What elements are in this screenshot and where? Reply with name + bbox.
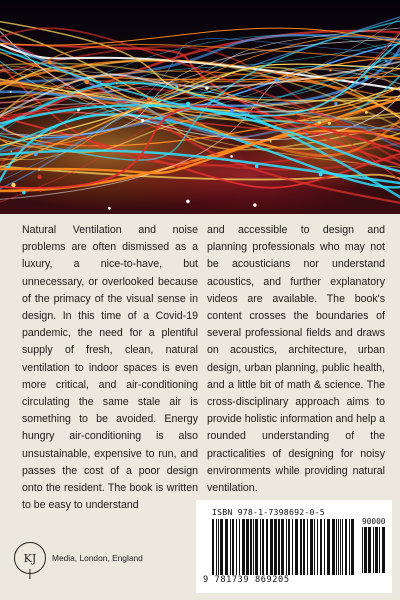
light-spot <box>73 173 74 174</box>
light-spot <box>328 122 331 125</box>
publisher-imprint <box>14 538 143 578</box>
light-spot <box>186 200 190 204</box>
light-trails-photo <box>0 0 400 214</box>
barcode-bar <box>317 519 318 575</box>
light-spot <box>334 102 337 105</box>
barcode-bar <box>332 519 335 575</box>
light-spot <box>34 152 38 156</box>
light-spot <box>85 80 89 84</box>
light-spot <box>37 107 39 109</box>
barcode-bar <box>232 519 234 575</box>
barcode-bar <box>336 519 337 575</box>
barcode-bar <box>338 519 339 575</box>
barcode-bar <box>225 519 228 575</box>
barcode-bar <box>253 519 254 575</box>
barcode-bar <box>278 519 280 575</box>
barcode-bar <box>375 527 378 573</box>
publisher-location: Media, London, England <box>52 553 143 563</box>
light-spot <box>205 87 208 90</box>
light-spot <box>99 81 102 84</box>
light-spot <box>329 69 332 72</box>
barcode-bar <box>368 527 371 573</box>
barcode-bar <box>220 519 223 575</box>
light-spot <box>66 87 69 90</box>
barcode-bar <box>382 527 385 573</box>
light-spot <box>230 155 233 158</box>
blurb-right-column: and accessible to design and planning professionals who may not be acousticians nor understand acoustics, and further explanatory videos are available. The book's content crosses the boundaries of several professional fields and draws on acoustics, architecture, urban design, urban planning, public health, and a little bit of math & science. The cross-disciplinary approach aims to provide holistic information and help a rounded understanding of the practicalities of designing for noisy environments while providing natural ventilation. <box>207 224 385 495</box>
barcode-bar <box>288 519 290 575</box>
barcode-bar <box>324 519 325 575</box>
barcode-bar <box>349 519 350 575</box>
barcode-bar <box>236 519 237 575</box>
isbn-barcode-box <box>196 500 392 593</box>
barcode-bar <box>286 519 287 575</box>
barcode-bar <box>342 519 343 575</box>
barcode-bar <box>295 519 298 575</box>
light-spot <box>38 175 42 179</box>
barcode-bar <box>246 519 249 575</box>
light-spot <box>48 60 52 64</box>
barcode-bar <box>262 519 264 575</box>
light-spot <box>365 76 368 79</box>
light-spot <box>365 111 368 114</box>
light-spot <box>253 203 256 206</box>
light-spot <box>186 102 190 106</box>
light-spot <box>230 109 234 113</box>
light-spot <box>116 83 118 85</box>
barcode-bar <box>327 519 330 575</box>
addon-barcode <box>362 527 388 573</box>
barcode-bar <box>239 519 240 575</box>
light-spot <box>141 119 144 122</box>
barcode-bar <box>212 519 214 575</box>
barcode-bar <box>260 519 261 575</box>
barcode-bar <box>364 527 367 573</box>
barcode-bar <box>314 519 315 575</box>
light-spot <box>38 169 40 171</box>
barcode-bar <box>303 519 305 575</box>
light-spot <box>319 173 323 177</box>
light-spot <box>77 108 80 111</box>
barcode-bar <box>250 519 252 575</box>
barcode-bar <box>345 519 347 575</box>
barcode-bar <box>270 519 273 575</box>
blurb-left-column: Natural Ventilation and noise problems are often dismissed as a luxury, a nice-to-have, but unnecessary, or overlooked because of the primacy of the visual sense in design. In this time of a Covid-19 pandemic, the need for a plentiful supply of fresh, clean, natural ventilation to indoor spaces is even more critical, and air-conditioning circulating the same stale air is something to be avoided. Energy hungry air-conditioning is also unsustainable, expensive to run, and passes the cost of a poor design onto the resident. The book is written to be easy to understand <box>22 224 198 512</box>
barcode-bar <box>340 519 341 575</box>
barcode-bar <box>274 519 277 575</box>
light-spot <box>275 78 279 82</box>
barcode-bar <box>310 519 313 575</box>
barcode-bar <box>292 519 293 575</box>
barcode-digits: 9 781739 869205 <box>203 575 290 585</box>
barcode-bar <box>218 519 219 575</box>
barcode-bar <box>255 519 258 575</box>
barcode-bar <box>351 519 354 575</box>
light-spot <box>10 151 12 153</box>
barcode-bar <box>230 519 231 575</box>
barcode-bar <box>281 519 284 575</box>
light-spot <box>385 60 388 63</box>
light-spot <box>11 183 15 187</box>
barcode-bar <box>216 519 217 575</box>
light-spot <box>10 91 12 93</box>
barcode-bar <box>320 519 322 575</box>
barcode-bar <box>266 519 268 575</box>
light-spot <box>318 121 321 124</box>
light-spot <box>270 141 272 143</box>
light-spot <box>306 133 308 135</box>
light-spot <box>176 85 179 88</box>
barcode-bar <box>379 527 380 573</box>
barcode-bar <box>242 519 245 575</box>
publisher-logo-icon: KJ <box>14 542 46 574</box>
ean13-barcode <box>212 519 358 575</box>
light-spot <box>255 165 259 169</box>
light-spot <box>217 132 219 134</box>
barcode-bar <box>373 527 374 573</box>
isbn-label: ISBN 978-1-7398692-0-5 <box>212 507 325 517</box>
barcode-bar <box>362 527 363 573</box>
barcode-price-code: 90000 <box>362 517 386 526</box>
light-spot <box>108 207 111 210</box>
light-trails-image <box>0 0 400 214</box>
barcode-bar <box>300 519 302 575</box>
light-spot <box>40 190 42 192</box>
barcode-bar <box>307 519 308 575</box>
light-spot <box>22 191 25 194</box>
light-spot <box>147 97 150 100</box>
